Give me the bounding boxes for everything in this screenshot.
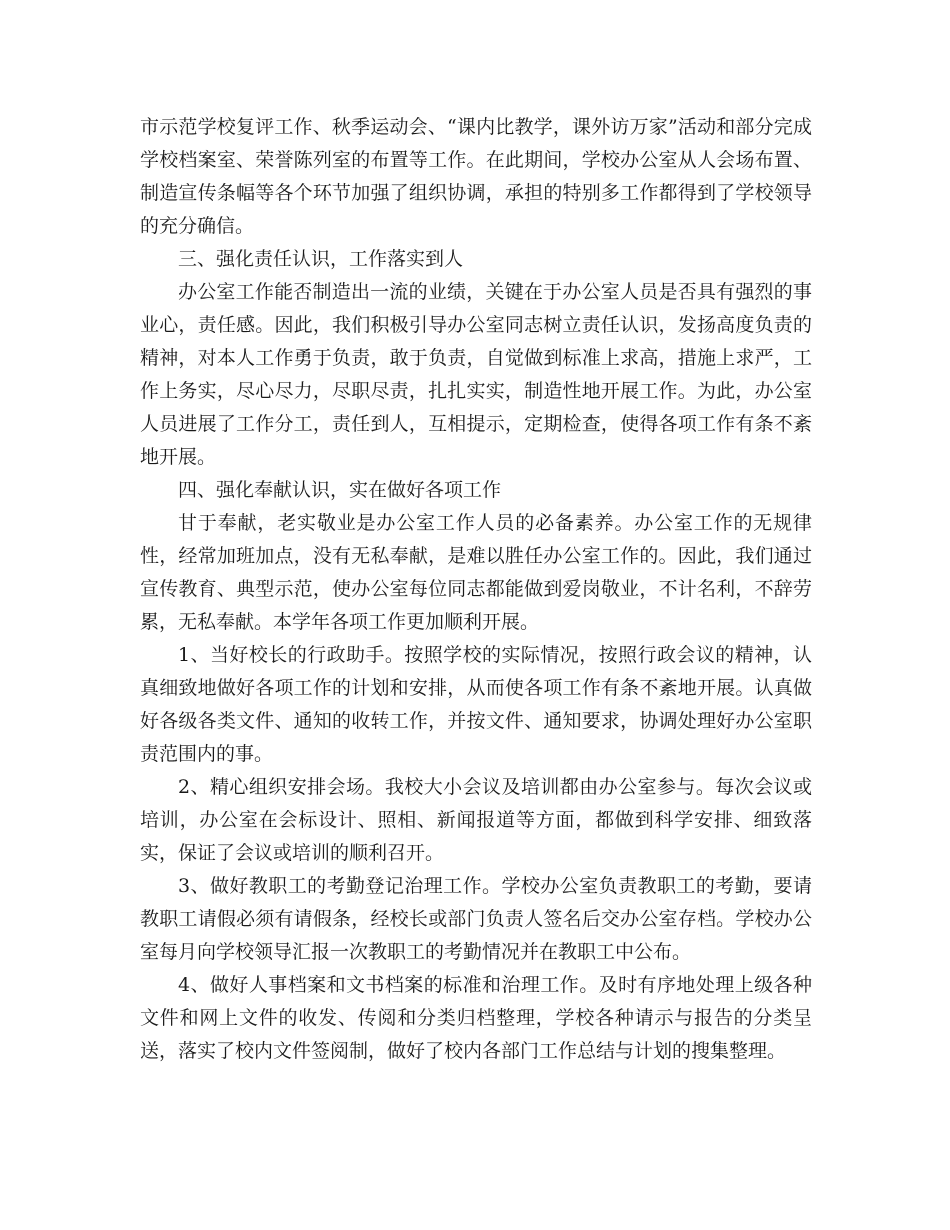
list-item-3: 3、做好教职工的考勤登记治理工作。学校办公室负责教职工的考勤，要请教职工请假必须有请假条，经校长或部门负责人签名后交办公室存档。学校办公室每月向学校领导汇报一次教职工的考勤情况并在教职工中公布。 [140, 875, 812, 963]
list-item-4: 4、做好人事档案和文书档案的标准和治理工作。及时有序地处理上级各种文件和网上文件的收发、传阅和分类归档整理，学校各种请示与报告的分类呈送，落实了校内文件签阅制，做好了校内各部门工作总结与计划的搜集整理。 [140, 974, 812, 1062]
section-heading-4: 四、强化奉献认识，实在做好各项工作 [178, 479, 502, 501]
section-heading-3: 三、强化责任认识，工作落实到人 [178, 248, 464, 270]
document-body [140, 111, 812, 1068]
list-item-2: 2、精心组织安排会场。我校大小会议及培训都由办公室参与。每次会议或培训，办公室在会标设计、照相、新闻报道等方面，都做到科学安排、细致落实，保证了会议或培训的顺利召开。 [140, 776, 812, 864]
paragraph-continuation: 市示范学校复评工作、秋季运动会、“课内比教学，课外访万家”活动和部分完成学校档案室、荣誉陈列室的布置等工作。在此期间，学校办公室从人会场布置、制造宣传条幅等各个环节加强了组织协调，承担的特别多工作都得到了学校领导的充分确信。 [140, 116, 812, 237]
paragraph: 办公室工作能否制造出一流的业绩，关键在于办公室人员是否具有强烈的事业心，责任感。因此，我们积极引导办公室同志树立责任认识，发扬高度负责的精神，对本人工作勇于负责，敢于负责，自觉做到标准上求高，措施上求严，工作上务实，尽心尽力，尽职尽责，扎扎实实，制造性地开展工作。为此，办公室人员进展了工作分工，责任到人，互相提示，定期检查，使得各项工作有条不紊地开展。 [140, 281, 812, 468]
paragraph: 甘于奉献，老实敬业是办公室工作人员的必备素养。办公室工作的无规律性，经常加班加点，没有无私奉献，是难以胜任办公室工作的。因此，我们通过宣传教育、典型示范，使办公室每位同志都能做到爱岗敬业，不计名利，不辞劳累，无私奉献。本学年各项工作更加顺利开展。 [140, 512, 812, 633]
list-item-1: 1、当好校长的行政助手。按照学校的实际情况，按照行政会议的精神，认真细致地做好各项工作的计划和安排，从而使各项工作有条不紊地开展。认真做好各级各类文件、通知的收转工作，并按文件、通知要求，协调处理好办公室职责范围内的事。 [140, 644, 812, 765]
